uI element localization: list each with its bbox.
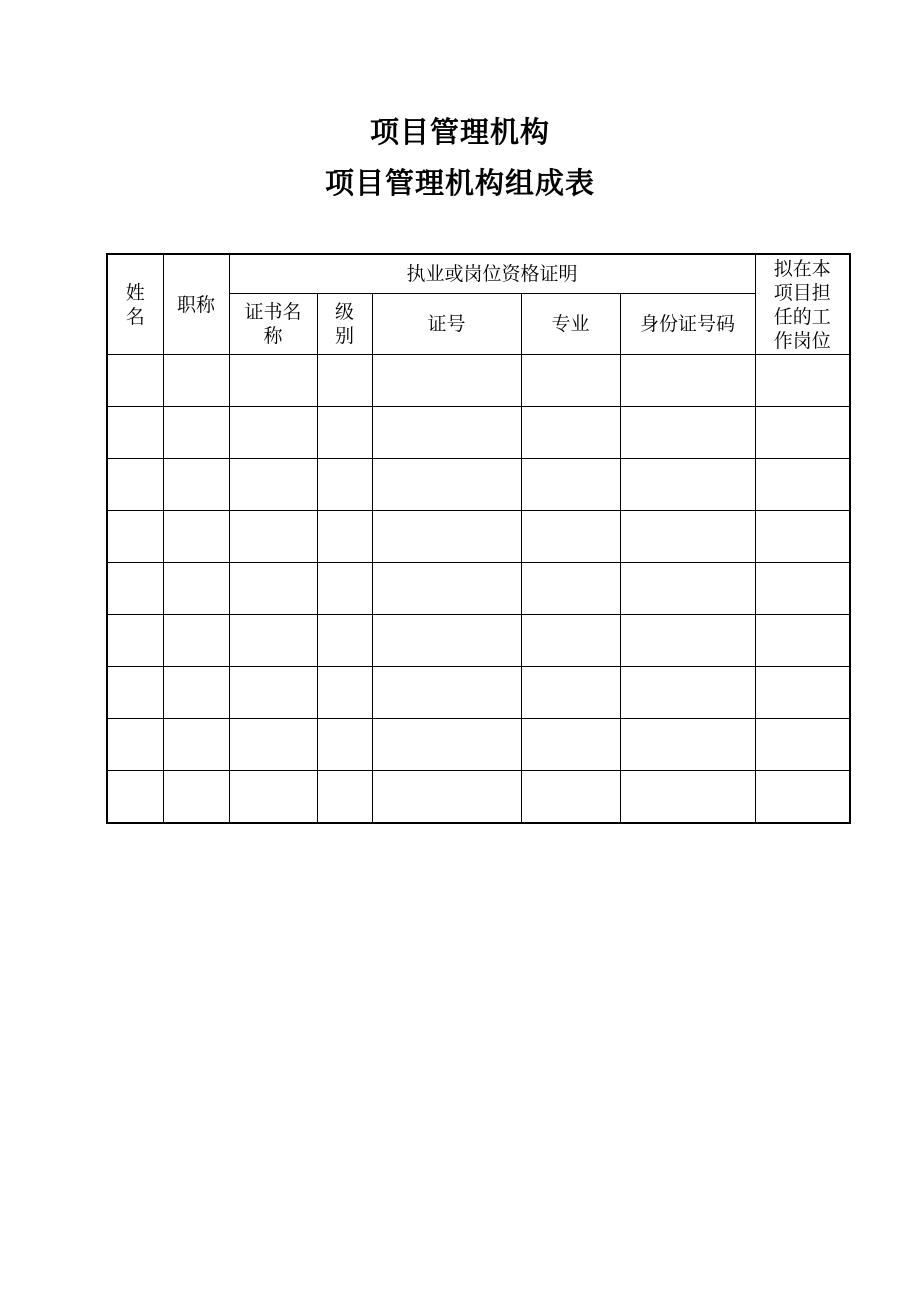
table-cell[interactable] — [372, 355, 521, 407]
header-position: 拟在本 项目担 任的工 作岗位 — [755, 254, 850, 355]
table-cell[interactable] — [163, 719, 229, 771]
table-cell[interactable] — [317, 615, 372, 667]
table-cell[interactable] — [521, 771, 620, 824]
table-row — [107, 355, 850, 407]
header-major: 专业 — [521, 294, 620, 355]
table-cell[interactable] — [372, 719, 521, 771]
table-cell[interactable] — [620, 511, 755, 563]
table-cell[interactable] — [521, 511, 620, 563]
table-cell[interactable] — [107, 511, 163, 563]
header-id-number: 身份证号码 — [620, 294, 755, 355]
table-cell[interactable] — [521, 719, 620, 771]
table-cell[interactable] — [521, 563, 620, 615]
table-cell[interactable] — [229, 459, 317, 511]
table-row — [107, 615, 850, 667]
table-cell[interactable] — [755, 771, 850, 824]
table-cell[interactable] — [163, 667, 229, 719]
table-row — [107, 407, 850, 459]
table-row — [107, 667, 850, 719]
table-cell[interactable] — [317, 407, 372, 459]
table-cell[interactable] — [229, 771, 317, 824]
table-cell[interactable] — [521, 355, 620, 407]
table-cell[interactable] — [620, 355, 755, 407]
table-cell[interactable] — [755, 719, 850, 771]
table-cell[interactable] — [163, 355, 229, 407]
table-cell[interactable] — [372, 459, 521, 511]
table-cell[interactable] — [372, 771, 521, 824]
table-cell[interactable] — [107, 407, 163, 459]
table-cell[interactable] — [229, 407, 317, 459]
header-level: 级 别 — [317, 294, 372, 355]
table-cell[interactable] — [755, 355, 850, 407]
table-cell[interactable] — [317, 719, 372, 771]
table-cell[interactable] — [229, 667, 317, 719]
table-cell[interactable] — [229, 511, 317, 563]
table-cell[interactable] — [620, 615, 755, 667]
table-cell[interactable] — [521, 615, 620, 667]
header-qualification-group: 执业或岗位资格证明 — [229, 254, 755, 294]
header-cert-number: 证号 — [372, 294, 521, 355]
table-row — [107, 459, 850, 511]
table-cell[interactable] — [107, 563, 163, 615]
table-cell[interactable] — [317, 667, 372, 719]
table-cell[interactable] — [107, 355, 163, 407]
table-row — [107, 719, 850, 771]
table-cell[interactable] — [163, 615, 229, 667]
table-cell[interactable] — [317, 355, 372, 407]
table-cell[interactable] — [107, 771, 163, 824]
table-row — [107, 563, 850, 615]
table-cell[interactable] — [372, 615, 521, 667]
document-title: 项目管理机构 — [369, 115, 550, 149]
table-cell[interactable] — [755, 407, 850, 459]
table-cell[interactable] — [755, 459, 850, 511]
table-cell[interactable] — [317, 511, 372, 563]
table-cell[interactable] — [107, 719, 163, 771]
table-cell[interactable] — [163, 771, 229, 824]
table-cell[interactable] — [372, 407, 521, 459]
header-name: 姓 名 — [107, 254, 163, 355]
table-cell[interactable] — [317, 563, 372, 615]
table-cell[interactable] — [521, 407, 620, 459]
table-cell[interactable] — [755, 563, 850, 615]
header-cert-name: 证书名 称 — [229, 294, 317, 355]
table-cell[interactable] — [372, 667, 521, 719]
table-cell[interactable] — [317, 459, 372, 511]
table-cell[interactable] — [620, 459, 755, 511]
table-cell[interactable] — [163, 511, 229, 563]
table-cell[interactable] — [317, 771, 372, 824]
table-cell[interactable] — [163, 459, 229, 511]
table-cell[interactable] — [521, 459, 620, 511]
table-cell[interactable] — [229, 563, 317, 615]
organization-table — [106, 253, 851, 824]
table-cell[interactable] — [620, 407, 755, 459]
table-cell[interactable] — [372, 563, 521, 615]
table-cell[interactable] — [229, 615, 317, 667]
table-cell[interactable] — [163, 563, 229, 615]
header-title: 职称 — [163, 254, 229, 355]
table-cell[interactable] — [755, 511, 850, 563]
table-cell[interactable] — [107, 615, 163, 667]
table-cell[interactable] — [620, 719, 755, 771]
table-cell[interactable] — [620, 563, 755, 615]
table-cell[interactable] — [372, 511, 521, 563]
table-cell[interactable] — [755, 667, 850, 719]
table-cell[interactable] — [755, 615, 850, 667]
table-cell[interactable] — [163, 407, 229, 459]
table-cell[interactable] — [620, 771, 755, 824]
table-cell[interactable] — [521, 667, 620, 719]
table-cell[interactable] — [107, 667, 163, 719]
table-cell[interactable] — [229, 355, 317, 407]
table-row — [107, 771, 850, 824]
table-cell[interactable] — [107, 459, 163, 511]
table-cell[interactable] — [620, 667, 755, 719]
table-row — [107, 511, 850, 563]
table-cell[interactable] — [229, 719, 317, 771]
table-title: 项目管理机构组成表 — [324, 166, 595, 200]
